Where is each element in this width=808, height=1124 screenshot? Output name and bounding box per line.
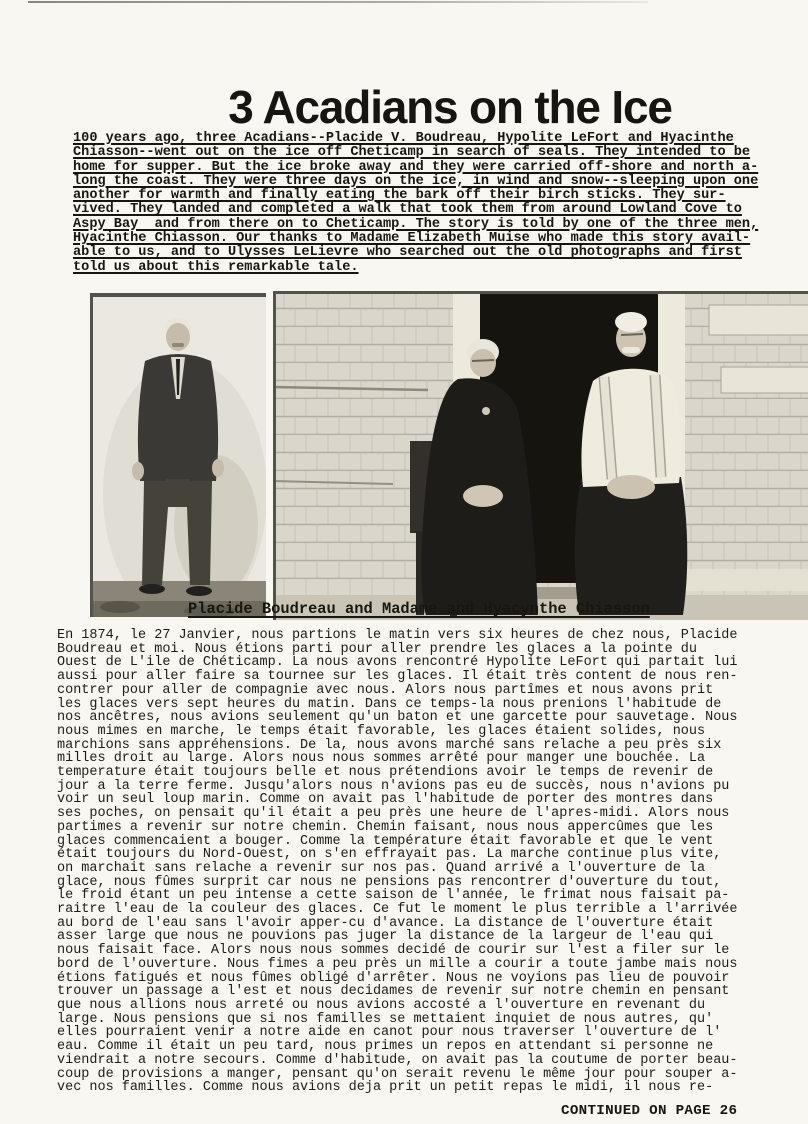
text-line: trouver un passage a l'est et nous decidames de revenir sur notre chemin en pensant — [57, 984, 730, 1000]
text-line: Hyacinthe Chiasson. Our thanks to Madame Elizabeth Muise who made this story avail- — [73, 231, 751, 247]
text-line: long the coast. They were three days on the ice, in wind and snow--sleeping upon one — [73, 173, 759, 189]
text-line: home for supper. But the ice broke away and they were carried off-shore and north a- — [73, 159, 759, 175]
text-line: temperature était toujours belle et nous prétendions avoir le temps de revenir de — [57, 765, 714, 781]
text-line: nous faisait face. Alors nous nous sommes decidé de courir sur l'est a filer sur le — [57, 943, 730, 959]
text-line: on marchait sans relache a revenir sur nos pas. Quand arrivé a l'ouverture de la — [57, 860, 706, 876]
text-line: jour a la terre ferme. Jusqu'alors nous n'avions pas eu de succès, nous n'avions pu — [57, 778, 730, 794]
text-line: partimes a revenir sur notre chemin. Chemin faisant, nous nous appercûmes que les — [57, 819, 714, 835]
text-line: viendrait a notre secours. Comme d'habitude, on avait pas la coutume de porter beau- — [57, 1052, 738, 1068]
text-line: les glaces vers sept heures du matin. Dans ce temps-la nous prenions l'habitude de — [57, 696, 722, 712]
text-line: 100 years ago, three Acadians--Placide V. Boudreau, Hypolite LeFort and Hyacinthe — [73, 131, 734, 146]
text-line: ses poches, on pensait qu'il était a peu près une heure de l'apres-midi. Alors nous — [57, 806, 730, 822]
text-line: Aspy Bay and from there on to Cheticamp. The story is told by one of the three men, — [73, 216, 759, 232]
text-line: Boudreau et moi. Nous étions parti pour aller prendre les glaces a la pointe du — [57, 641, 698, 657]
text-line: aussi pour aller faire sa tournee sur les glaces. Il était très content de nous ren- — [57, 669, 738, 685]
text-line: le froid étant un peu intense a cette saison de l'année, le frimat nous faisait pa- — [57, 888, 730, 904]
photo-caption: Placide Boudreau and Madame and Hyacynthe Chiasson — [188, 600, 650, 618]
intro-paragraph — [73, 132, 758, 275]
text-line: Chiasson--went out on the ice off Cheticamp in search of seals. They intended to be — [73, 145, 751, 161]
text-line: glace, nous fûmes surprit car nous ne pensions pas rencontrer d'ouverture du tout, — [57, 874, 722, 890]
text-line: que nous allions nous arreté ou nous avions accosté a l'ouverture en revenant du — [57, 997, 706, 1013]
scan-edge-line — [28, 1, 648, 3]
text-line: nos ancêtres, nous avions seulement qu'un baton et une garcette pour sauvetage. Nous — [57, 710, 738, 726]
text-line: asser large que nous ne pouvions pas juger la distance de la largeur de l'eau qui — [57, 929, 714, 945]
text-line: eau. Comme il était un peu tard, nous primes un repos en attendant si personne ne — [57, 1039, 714, 1055]
standing-man-photo-graphic — [90, 293, 266, 617]
text-line: bord de l'ouverture. Nous fimes a peu près un mille a courir a toute jambe mais nous — [57, 956, 738, 972]
seated-couple-photo-graphic — [273, 291, 808, 620]
text-line: glaces commencaient a bouger. Comme la température était favorable et que le vent — [57, 833, 714, 849]
article-title: 3 Acadians on the Ice — [228, 81, 672, 133]
text-line: able to us, and to Ulysses LeLievre who searched out the old photographs and first — [73, 245, 742, 261]
text-line: coup de provisions a manger, pensant qu'on serait revenu le même jour pour souper a- — [57, 1066, 738, 1082]
text-line: Ouest de L'ile de Chéticamp. La nous avons rencontré Hypolite LeFort qui partait lui — [57, 655, 738, 671]
continued-note: CONTINUED ON PAGE 26 — [561, 1103, 738, 1119]
text-line: nous mimes en marche, le temps était favorable, les glaces étaient solides, nous — [57, 723, 706, 739]
text-line: large. Nous pensions que si nos familles se mettaient inquiet de nous autres, qu' — [57, 1011, 714, 1027]
photo-placide-boudreau — [90, 293, 266, 617]
text-line: contrer pour aller de compagnie avec nous. Alors nous partîmes et nous avons prit — [57, 682, 714, 698]
text-line: En 1874, le 27 Janvier, nous partions le matin vers six heures de chez nous, Placide — [57, 628, 738, 643]
body-text — [57, 629, 738, 1095]
text-line: raitre l'eau de la couleur des glaces. Ce fut le moment le plus terrible a l'arrivée — [57, 902, 738, 918]
text-line: elles pourraient venir a notre aide en canot pour nous traverser l'ouverture de l' — [57, 1025, 722, 1041]
text-line: vived. They landed and completed a walk that took them from around Lowland Cove to — [73, 202, 742, 218]
text-line: étions fatigués et nous fûmes obligé d'arrêter. Nous ne voyions pas lieu de pouvoir — [57, 970, 730, 986]
text-line: vec nos familles. Comme nous avions deja prit un petit repas le midi, il nous re- — [57, 1080, 714, 1096]
text-line: voir un seul loup marin. Comme on avait pas l'habitude de porter des montres dans — [57, 792, 714, 808]
text-line: au bord de l'eau sans l'avoir apper-cu d'avance. La distance de l'ouverture était — [57, 915, 714, 931]
text-line: était toujours du Nord-Ouest, on s'en effrayait pas. La marche continue plus vite, — [57, 847, 722, 863]
photo-chiasson-couple — [273, 291, 808, 620]
text-line: told us about this remarkable tale. — [73, 259, 359, 275]
text-line: marchions sans appréhensions. De la, nous avons marché sans relache a peu près six — [57, 737, 722, 753]
text-line: another for warmth and finally eating the bark off their birch sticks. They sur- — [73, 188, 726, 204]
text-line: milles droit au large. Alors nous nous sommes arrêté pour manger une bouchée. La — [57, 751, 706, 767]
